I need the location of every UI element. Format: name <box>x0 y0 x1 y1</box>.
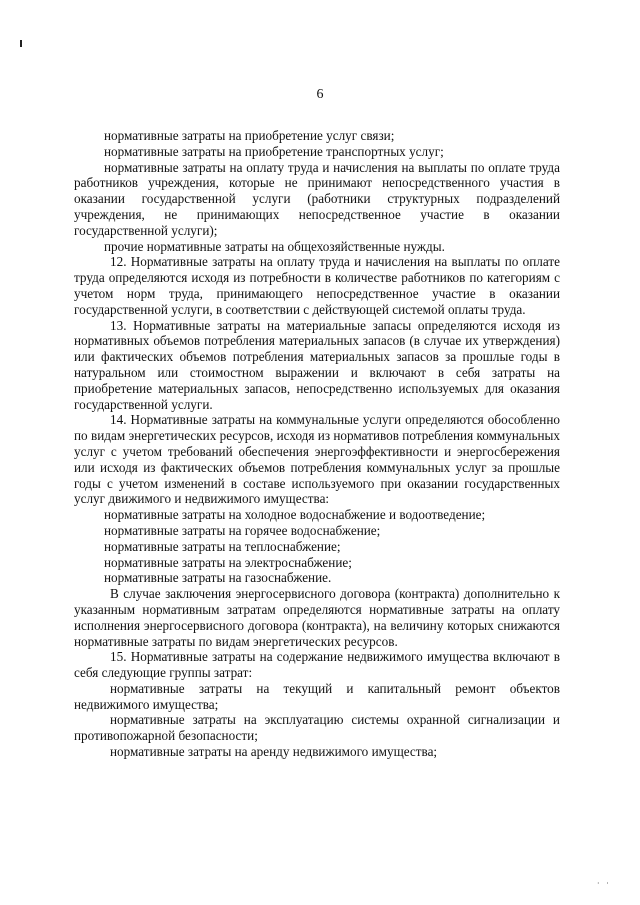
paragraph: нормативные затраты на эксплуатацию системы охранной сигнализации и противопожарной безопасности; <box>74 712 560 744</box>
paragraph: нормативные затраты на аренду недвижимого имущества; <box>110 744 438 760</box>
paragraph: В случае заключения энергосервисного договора (контракта) дополнительно к указанным нормативным затратам определяются нормативные затраты на оплату исполнения энергосервисного договора (контракта), на величину которых снижаются нормативные затраты по видам энергетических ресурсов. <box>74 586 560 649</box>
paragraph: 12. Нормативные затраты на оплату труда и начисления на выплаты по оплате труда определяются исходя из потребности в количестве работников по категориям с учетом норм труда, принимающего непосредственное участие в оказании государственной услуги, в соответствии с действующей системой оплаты труда. <box>74 254 560 317</box>
paragraph: нормативные затраты на теплоснабжение; <box>104 538 341 554</box>
paragraph: нормативные затраты на электроснабжение; <box>104 554 352 570</box>
paragraph: нормативные затраты на газоснабжение. <box>104 570 332 586</box>
scan-artifact-mark <box>20 40 22 47</box>
paragraph: 14. Нормативные затраты на коммунальные услуги определяются обособленно по видам энергетических ресурсов, исходя из нормативов потребления коммунальных услуг с учетом требований обеспечения энергоэффективности и энергосбережения или исходя из фактических объемов потребления коммунальных услуг за прошлые годы с учетом изменений в составе используемого при оказании государственных услуг движимого и недвижимого имущества: <box>74 412 560 507</box>
paragraph: нормативные затраты на оплату труда и начисления на выплаты по оплате труда работников учреждения, которые не принимают непосредственного участия в оказании государственной услуги (работники структурных подразделений учреждения, не принимающих непосредственное участие в оказании государственной услуги); <box>74 159 560 238</box>
paragraph: нормативные затраты на горячее водоснабжение; <box>104 522 381 538</box>
paragraph: прочие нормативные затраты на общехозяйственные нужды. <box>104 238 445 254</box>
paragraph: нормативные затраты на текущий и капитальный ремонт объектов недвижимого имущества; <box>74 680 560 712</box>
paragraph: нормативные затраты на холодное водоснабжение и водоотведение; <box>104 507 486 523</box>
page-number: 6 <box>316 87 324 102</box>
paragraph: 13. Нормативные затраты на материальные запасы определяются исходя из нормативных объемов потребления материальных запасов (в случае их утверждения) или фактических объемов потребления материальных запасов за прошлые годы в натуральном или стоимостном выражении и включают в себя затраты на приобретение материальных запасов, непосредственно используемых для оказания государственной услуги. <box>74 317 560 412</box>
paragraph: нормативные затраты на приобретение услуг связи; <box>104 128 395 143</box>
scan-artifact-dots: · · <box>597 879 611 888</box>
paragraph: нормативные затраты на приобретение транспортных услуг; <box>104 143 444 159</box>
paragraph: 15. Нормативные затраты на содержание недвижимого имущества включают в себя следующие группы затрат: <box>74 649 560 681</box>
document-body <box>74 128 560 760</box>
